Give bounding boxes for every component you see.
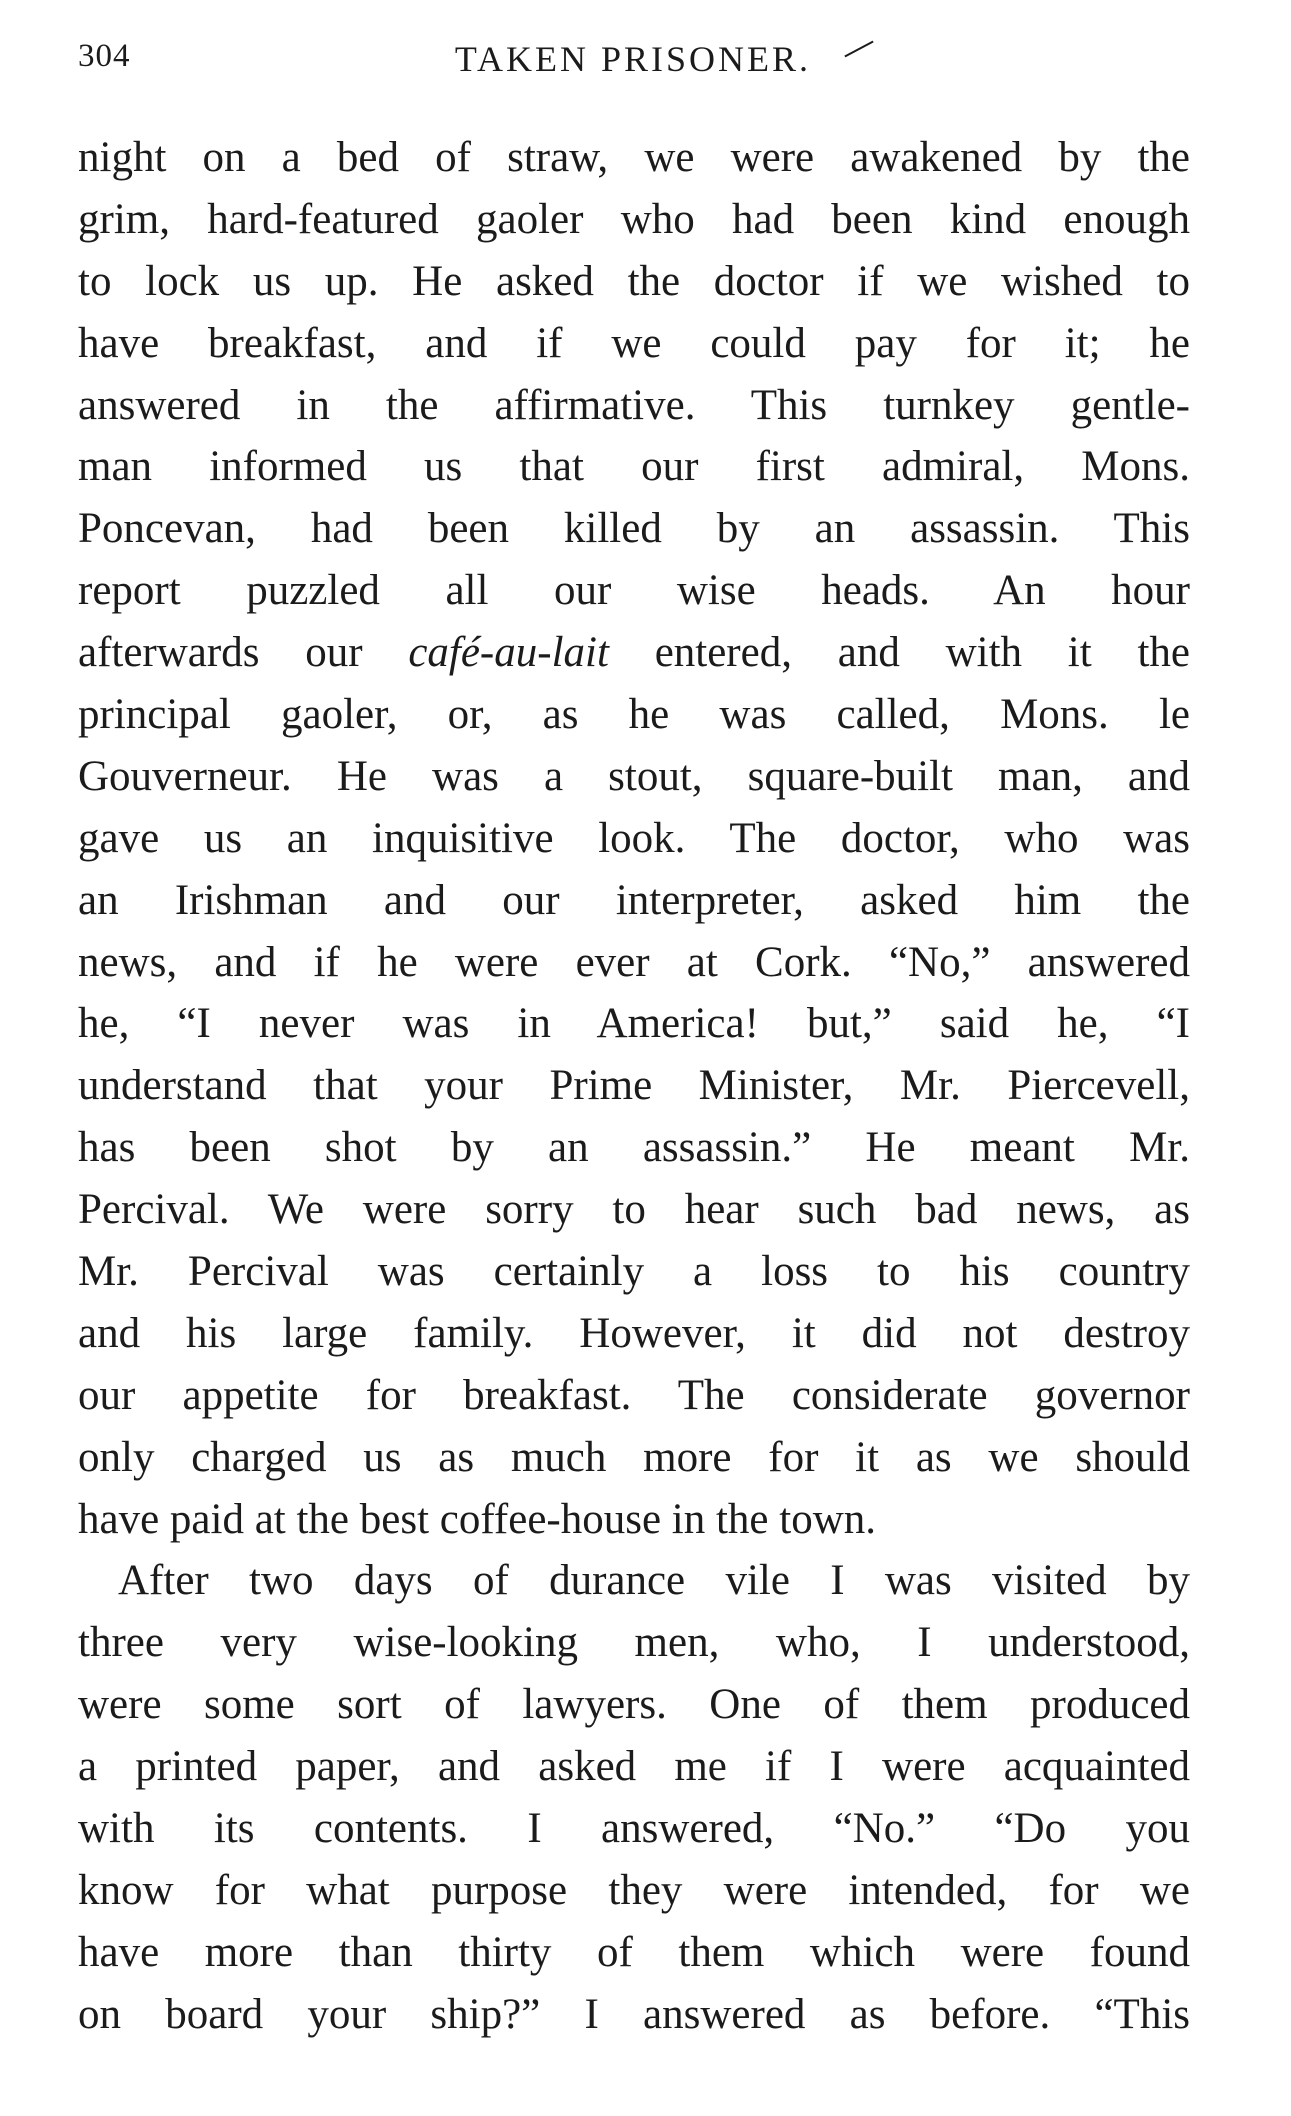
text-line-with-italic: afterwards our café-au-lait entered, and with it the bbox=[78, 629, 1190, 677]
text-line: a printed paper, and asked me if I were acquainted bbox=[78, 1743, 1190, 1791]
paragraph bbox=[78, 127, 1190, 1550]
page-number: 304 bbox=[78, 38, 131, 74]
text-line: has been shot by an assassin.” He meant Mr. bbox=[78, 1124, 1190, 1172]
text-line: an Irishman and our interpreter, asked him the bbox=[78, 876, 1190, 924]
text-line: grim, hard-featured gaoler who had been kind enough bbox=[78, 195, 1190, 243]
text-line: answered in the affirmative. This turnkey gentle- bbox=[78, 381, 1190, 429]
text-line: our appetite for breakfast. The considerate governor bbox=[78, 1371, 1190, 1419]
text-line: news, and if he were ever at Cork. “No,” answered bbox=[78, 938, 1190, 986]
text-line: report puzzled all our wise heads. An hour bbox=[78, 567, 1190, 615]
text-line: Mr. Percival was certainly a loss to his country bbox=[78, 1248, 1190, 1296]
text-line: After two days of durance vile I was visited by bbox=[118, 1557, 1190, 1605]
text-line: only charged us as much more for it as we should bbox=[78, 1433, 1190, 1481]
text-line: on board your ship?” I answered as before. “This bbox=[78, 1990, 1190, 2038]
text-line: Gouverneur. He was a stout, square-built man, and bbox=[78, 752, 1190, 800]
text-line: gave us an inquisitive look. The doctor, who was bbox=[78, 814, 1190, 862]
text-line: have more than thirty of them which were found bbox=[78, 1928, 1190, 1976]
text-line: man informed us that our first admiral, Mons. bbox=[78, 443, 1190, 491]
text-line: three very wise-looking men, who, I understood, bbox=[78, 1619, 1190, 1667]
text-line: have paid at the best coffee-house in the town. bbox=[78, 1495, 877, 1543]
text-line: he, “I never was in America! but,” said he, “I bbox=[78, 1000, 1190, 1048]
text-line: and his large family. However, it did not destroy bbox=[78, 1309, 1190, 1357]
text-line: to lock us up. He asked the doctor if we wished to bbox=[78, 257, 1190, 305]
text-line: Poncevan, had been killed by an assassin. This bbox=[78, 505, 1190, 553]
text-line: with its contents. I answered, “No.” “Do you bbox=[78, 1805, 1190, 1853]
text-line: have breakfast, and if we could pay for it; he bbox=[78, 319, 1190, 367]
text-line: were some sort of lawyers. One of them produced bbox=[78, 1681, 1190, 1729]
text-line: know for what purpose they were intended, for we bbox=[78, 1866, 1190, 1914]
text-line: Percival. We were sorry to hear such bad news, as bbox=[78, 1186, 1190, 1234]
text-line: understand that your Prime Minister, Mr. Piercevell, bbox=[78, 1062, 1190, 1110]
italic-phrase: café-au-lait bbox=[408, 629, 609, 677]
page-header bbox=[78, 38, 1188, 88]
text-line: principal gaoler, or, as he was called, Mons. le bbox=[78, 691, 1190, 739]
paragraph bbox=[78, 1550, 1190, 2045]
body-text bbox=[78, 127, 1190, 2046]
text-line: night on a bed of straw, we were awakened by the bbox=[78, 134, 1190, 181]
running-title: TAKEN PRISONER. bbox=[454, 39, 812, 79]
